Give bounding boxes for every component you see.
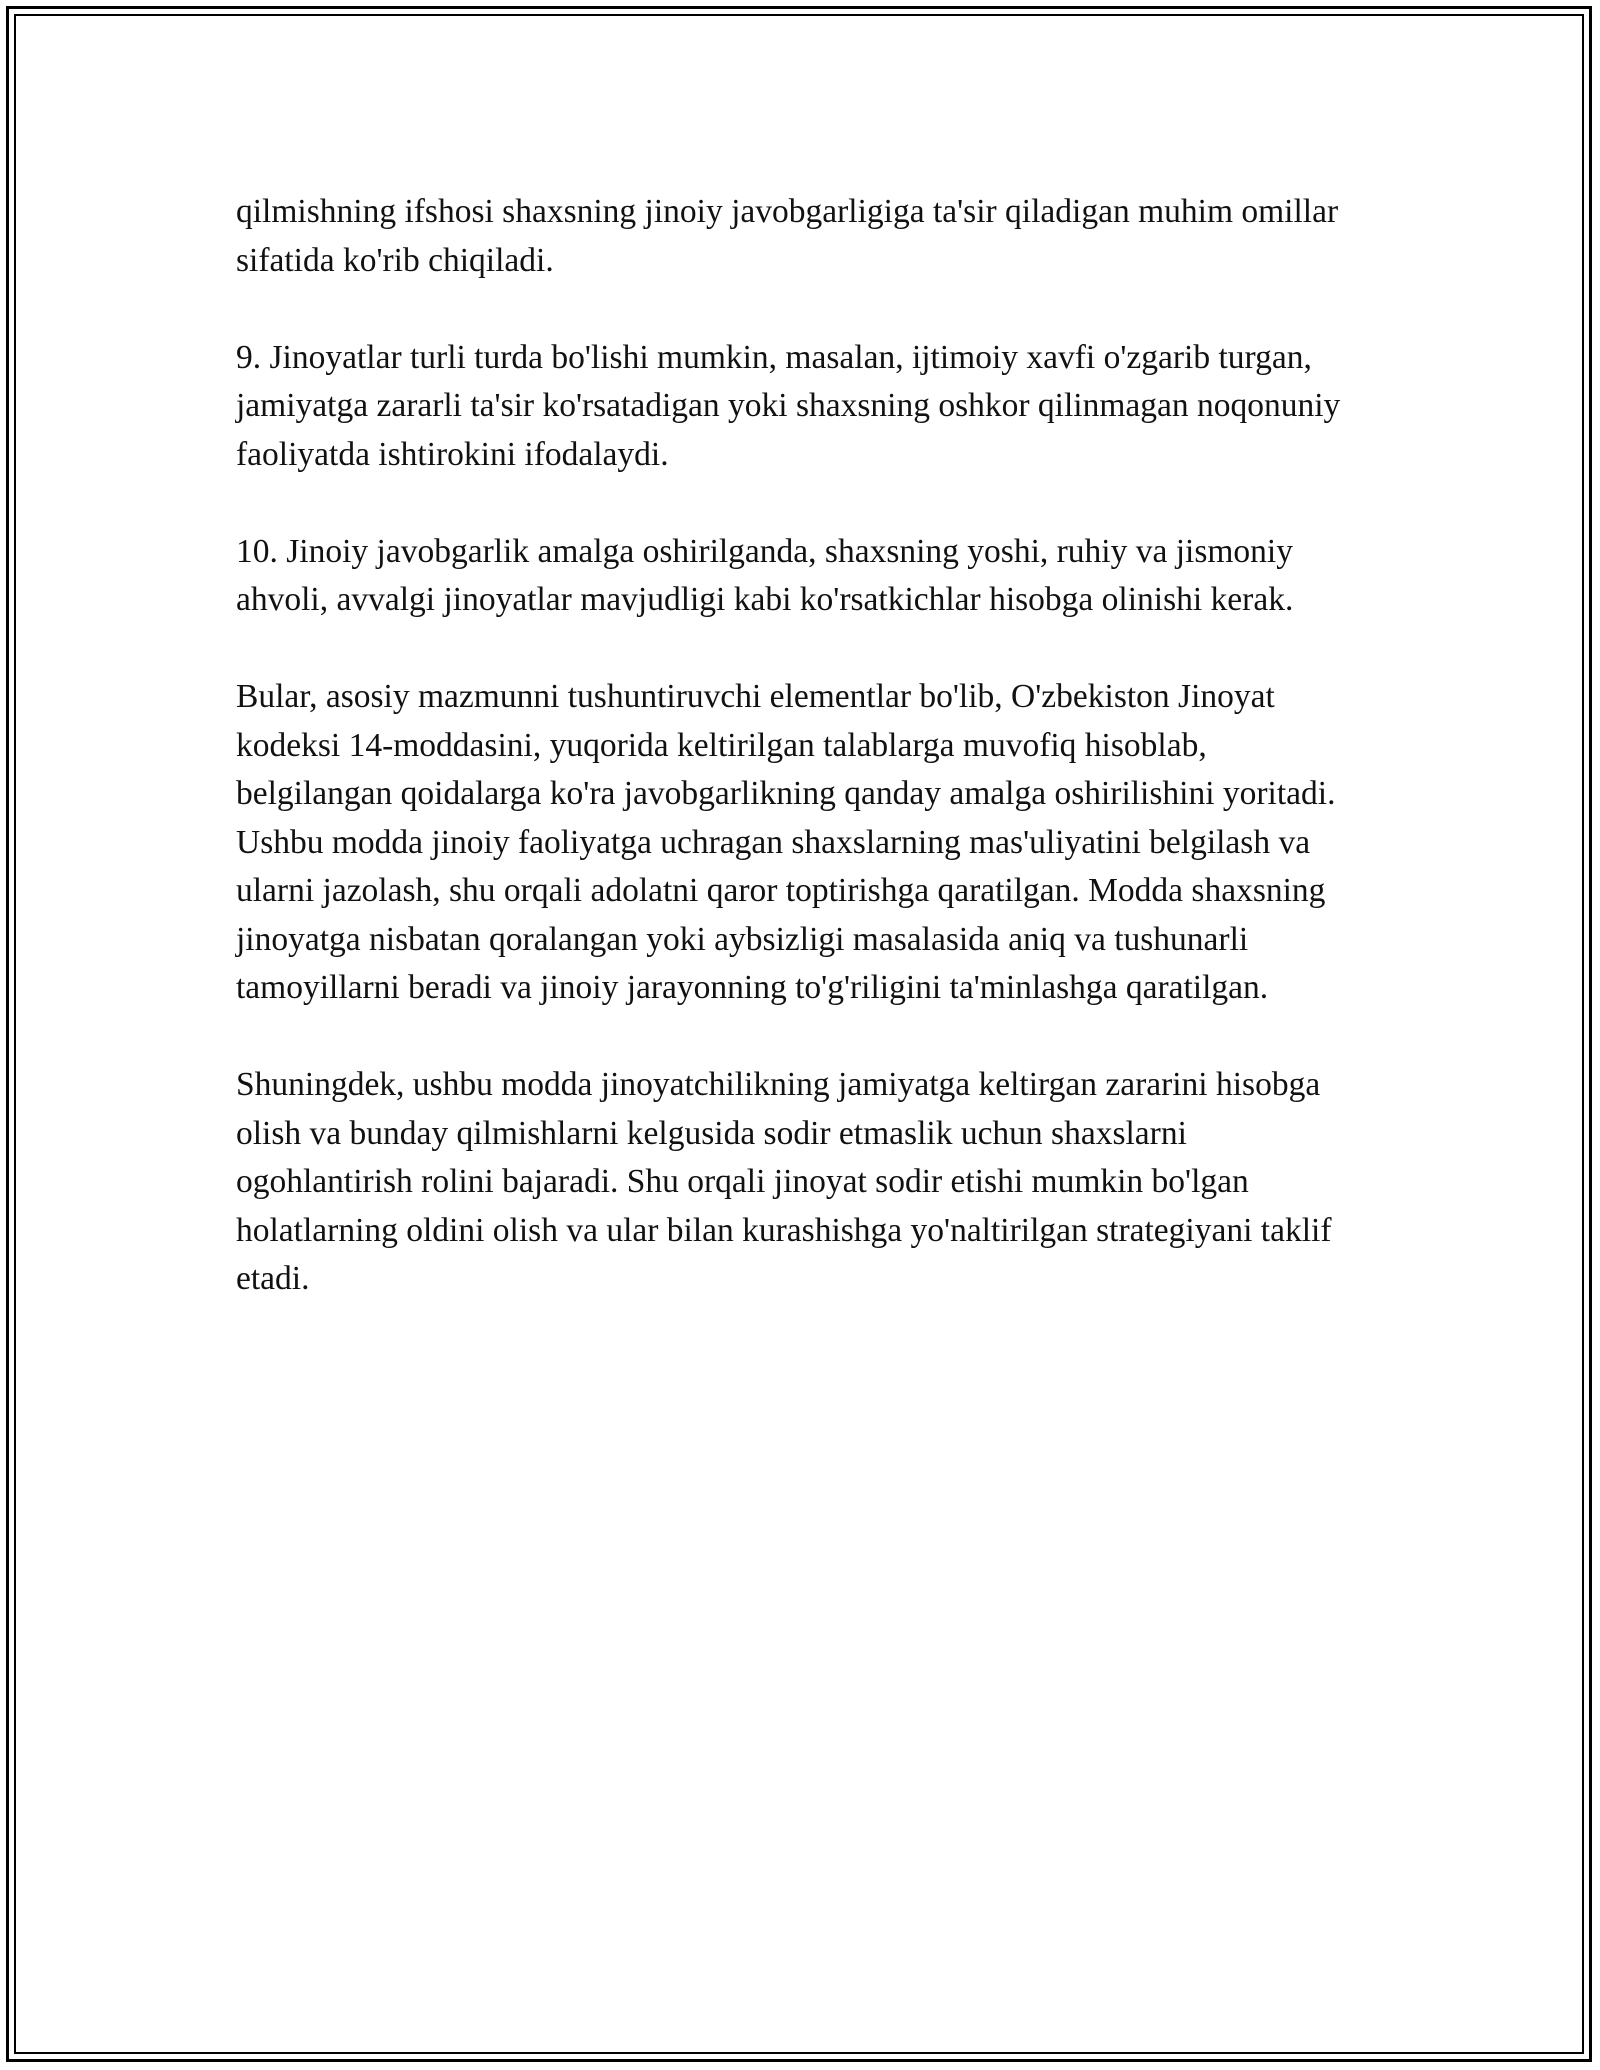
paragraph-conclusion: Shuningdek, ushbu modda jinoyatchilikning jamiyatga keltirgan zararini hisobga olish va bunday qilmishlarni kelgusida sodir etmaslik uchun shaxslarni ogohlantirish rolini bajaradi. Shu orqali jinoyat sodir etishi mumkin bo'lgan holatlarning oldini olish va ular bilan kurashishga yo'naltirilgan strategiyani taklif etadi. — [236, 1066, 1332, 1297]
paragraph-continuation: qilmishning ifshosi shaxsning jinoiy javobgarligiga ta'sir qiladigan muhim omillar sifatida ko'rib chiqiladi. — [236, 193, 1339, 279]
paragraph-summary: Bular, asosiy mazmunni tushuntiruvchi elementlar bo'lib, O'zbekiston Jinoyat kodeksi 14-moddasini, yuqorida keltirilgan talablarga muvofiq hisoblab, belgilangan qoidalarga ko'ra javobgarlikning qanday amalga oshirilishini yoritadi. Ushbu modda jinoiy faoliyatga uchragan shaxslarning mas'uliyatini belgilash va ularni jazolash, shu orqali adolatni qaror toptirishga qaratilgan. Modda shaxsning jinoyatga nisbatan qoralangan yoki aybsizligi masalasida aniq va tushunarli tamoyillarni beradi va jinoiy jarayonning to'g'riligini ta'minlashga qaratilgan. — [236, 678, 1336, 1006]
paragraph-item-10: 10. Jinoiy javobgarlik amalga oshirilganda, shaxsning yoshi, ruhiy va jismoniy ahvoli, avvalgi jinoyatlar mavjudligi kabi ko'rsatkichlar hisobga olinishi kerak. — [236, 532, 1294, 618]
document-body — [236, 188, 1366, 1352]
paragraph-item-9: 9. Jinoyatlar turli turda bo'lishi mumkin, masalan, ijtimoiy xavfi o'zgarib turgan, jamiyatga zararli ta'sir ko'rsatadigan yoki shaxsning oshkor qilinmagan noqonuniy faoliyatda ishtirokini ifodalaydi. — [236, 338, 1341, 473]
